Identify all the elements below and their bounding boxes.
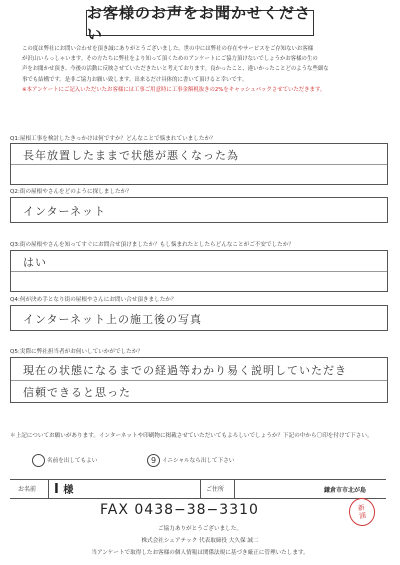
choice-initials[interactable] [147,454,234,467]
question-5-answer-line-2: 信頼できると思った [23,386,131,399]
customer-name [54,481,73,497]
question-5-label: Q5:実際に弊社担当者がお伺いしていかがでしたか？ [10,349,143,355]
name-label: お名前 [18,486,37,493]
choice-full-name[interactable] [32,454,97,467]
name-address-row [10,479,386,499]
choice-circle [32,454,45,467]
question-3-answer-line-1: はい [23,256,47,269]
company-name: 株式会社シェアテック 代表取締役 大久保 誠二 [141,538,259,544]
customer-name-initial: I [54,482,59,497]
intro-line: が沢山いらっしゃいます。その方たちに弊社をより知って頂くためのアンケートにご協力頂けないでしょうかお客様の生の [22,56,318,63]
choice-label: イニシャルなら出して下さい [162,458,235,464]
question-3-answer-box [10,250,388,292]
thanks-text: ご協力ありがとうございました。 [158,526,242,532]
page-title: お客様のお声をお聞かせください [86,10,314,36]
intro-line: 声をお聞かせ頂き、今後の活動に反映させていただきたいと考えております。良かったこと、違いかったことどのような些細な [22,66,329,73]
question-2-label: Q2:街の屋根やさんをどのように探しましたか？ [10,189,132,195]
red-seal-stamp [347,496,377,527]
stamp-char-2: 浦 [358,511,367,521]
intro-line: この度は弊社にお問い合わせを頂き誠にありがとうございました。世の中には弊社の存在やサービスをご存知ないお客様 [22,46,314,52]
question-4-answer-line-1: インターネット上の施工後の写真 [23,313,203,326]
intro-text [22,44,382,95]
customer-address: 鎌倉市市北が島 [323,487,366,494]
stamp-char-1: 新 [357,503,366,513]
choice-label: 名前を出してもよい [47,458,98,464]
question-5-answer-box [10,357,388,403]
publication-request-note: ＊上記についてお願いがあります。インターネットや印刷物に掲載させていただいてもよろしいでしょうか？下記の中から〇印を付けて下さい。 [10,433,373,439]
question-5-answer-line-1: 現在の状態になるまでの経過等わかり易く説明していただき [23,364,347,377]
question-1-label: Q1:屋根工事を検討したきっかけは何ですか？どんなことで悩まれていましたか？ [10,136,216,142]
question-3-label: Q3:街の屋根やさんを知ってすぐにお問合せ頂けましたか？もし悩まれたとしたらどんなことがご不安でしたか？ [10,242,294,248]
question-1-answer-line-1: 長年放置したままで状態が悪くなった為 [23,149,239,162]
address-label: ご住所 [206,486,225,493]
question-2-answer-box [10,197,388,223]
privacy-notice: 当アンケートで取得したお客様の個人情報は関係法規に基づき厳正に管理いたします。 [91,550,309,556]
question-4-label: Q4:何が決め手となり街の屋根やさんにお問い合せ頂きましたか？ [10,297,177,303]
cashback-note: ※本アンケートにご記入いただいたお客様には工事ご用意時に工事金額税抜きの2%をキャッシュバックさせていただきます。 [22,86,326,93]
intro-line: 事でも結構です。是非ご協力お願い致します。出来るだけ具体的に書いて頂けると幸いです。 [22,76,248,83]
fax-number: FAX 0438−38−3310 [100,502,259,518]
choice-circle: 9 [147,454,160,467]
question-2-answer-line-1: インターネット [23,205,107,218]
question-1-answer-box [10,143,388,185]
question-4-answer-box [10,305,388,331]
name-honorific: 様 [63,485,74,496]
